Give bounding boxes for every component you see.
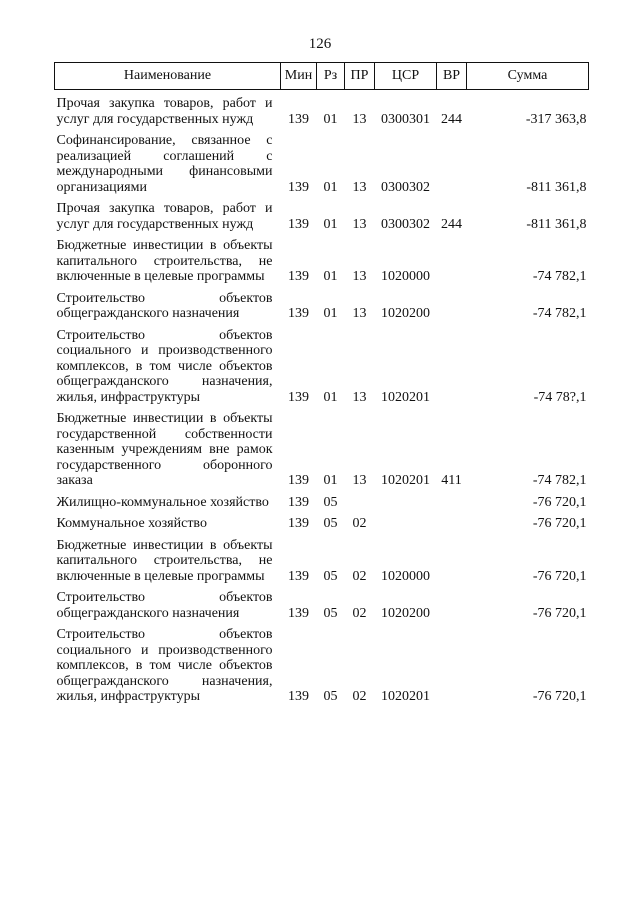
cell-min: 139 [288,473,309,488]
cell-min: 139 [288,389,309,405]
cell-vr [437,328,467,406]
cell-name: Софинансирование, связанное с реализацией соглашений с международными финансовыми организациями [56,133,273,195]
cell-rz: 05 [323,689,338,704]
cell-vr [437,538,467,585]
table-row [55,627,589,705]
cell-vr [437,516,467,532]
header-rz: Рз [317,63,345,90]
cell-csr [375,516,437,532]
table-row [55,201,589,232]
cell-min: 139 [288,605,309,621]
cell-name: Бюджетные инвестиции в объекты капитального строительства, не включенные в целевые программы [56,238,273,284]
cell-sum: -811 361,8 [526,216,587,232]
table-row [55,516,589,532]
cell-rz: 01 [323,111,338,127]
cell-name: Строительство объектов социального и производственного комплексов, в том числе объектов общегражданского назначения, жилья, инфраструктуры [56,327,273,405]
header-min: Мин [281,63,317,90]
cell-sum: -74 782,1 [532,269,587,284]
cell-vr [437,238,467,285]
cell-pr: 13 [352,111,367,127]
cell-csr: 0300301 [381,111,430,127]
cell-name: Строительство объектов общегражданского назначения [56,590,273,621]
cell-min: 139 [288,494,309,510]
cell-sum: -76 720,1 [532,516,587,531]
header-name: Наименование [55,63,281,90]
cell-sum: -76 720,1 [532,689,587,704]
cell-pr [345,495,375,511]
cell-sum: -76 720,1 [532,494,587,510]
cell-pr: 02 [352,689,367,704]
cell-csr: 1020000 [381,269,430,284]
cell-sum: -811 361,8 [526,179,587,195]
cell-csr: 1020201 [381,689,430,704]
header-vr: ВР [437,63,467,90]
cell-csr: 1020200 [381,306,430,321]
cell-csr: 0300302 [381,179,430,195]
cell-csr: 1020201 [381,389,430,405]
cell-rz: 01 [323,389,338,405]
cell-min: 139 [288,269,309,284]
table-row [55,291,589,322]
cell-rz: 05 [323,568,338,584]
cell-min: 139 [288,111,309,127]
cell-name: Жилищно-коммунальное хозяйство [56,494,269,510]
cell-sum: -74 782,1 [532,306,587,321]
table-row [55,96,589,127]
cell-vr [437,627,467,705]
cell-min: 139 [288,216,309,232]
cell-min: 139 [288,516,309,531]
cell-vr [437,133,467,195]
cell-rz: 01 [323,306,338,321]
cell-min: 139 [288,568,309,584]
table-row [55,328,589,406]
cell-csr: 1020201 [381,473,430,488]
cell-rz: 01 [323,269,338,284]
page-number: 126 [308,36,332,52]
cell-sum: -317 363,8 [525,111,587,127]
table-row [55,538,589,585]
cell-pr: 02 [352,605,367,621]
cell-rz: 01 [323,216,338,232]
cell-name: Прочая закупка товаров, работ и услуг для государственных нужд [56,96,273,127]
cell-vr [437,495,467,511]
cell-name: Прочая закупка товаров, работ и услуг для государственных нужд [56,201,273,232]
table-row [55,238,589,285]
cell-sum: -76 720,1 [532,605,587,621]
table-body [55,90,589,705]
cell-sum: -76 720,1 [532,568,587,584]
cell-rz: 05 [323,516,338,531]
cell-pr: 13 [352,269,367,284]
cell-csr [375,495,437,511]
cell-name: Строительство объектов социального и производственного комплексов, в том числе объектов общегражданского назначения, жилья, инфраструктуры [56,627,273,704]
cell-rz: 01 [323,179,338,195]
cell-vr [437,291,467,322]
cell-csr: 1020000 [381,568,430,584]
header-sum: Сумма [467,63,589,90]
table-row [55,411,589,489]
cell-name: Бюджетные инвестиции в объекты государственной собственности казенным учреждениям вне рамок государственного оборонного заказа [56,411,273,488]
cell-sum: -74 78?,1 [533,389,587,405]
cell-vr: 244 [441,111,462,127]
table-row [55,133,589,195]
table-row [55,495,589,511]
cell-pr: 13 [352,216,367,232]
cell-rz: 05 [323,605,338,621]
cell-name: Бюджетные инвестиции в объекты капитального строительства, не включенные в целевые программы [56,537,273,584]
cell-csr: 1020200 [381,605,430,621]
cell-name: Коммунальное хозяйство [56,516,207,531]
cell-pr: 13 [352,306,367,321]
table-header-row [55,63,589,90]
cell-pr: 13 [352,179,367,195]
cell-pr: 13 [352,473,367,488]
cell-csr: 0300302 [381,216,430,232]
cell-rz: 01 [323,473,338,488]
table-row [55,590,589,621]
cell-min: 139 [288,179,309,195]
cell-rz: 05 [323,494,338,510]
cell-vr: 244 [441,216,462,232]
cell-pr: 02 [352,568,367,584]
cell-name: Строительство объектов общегражданского назначения [56,290,273,321]
budget-table [54,62,589,705]
cell-sum: -74 782,1 [532,473,587,488]
cell-min: 139 [288,306,309,321]
header-csr: ЦСР [375,63,437,90]
header-pr: ПР [345,63,375,90]
cell-vr [437,590,467,621]
cell-pr: 02 [352,516,367,531]
cell-vr: 411 [441,473,462,488]
cell-min: 139 [288,689,309,704]
cell-pr: 13 [352,389,367,405]
